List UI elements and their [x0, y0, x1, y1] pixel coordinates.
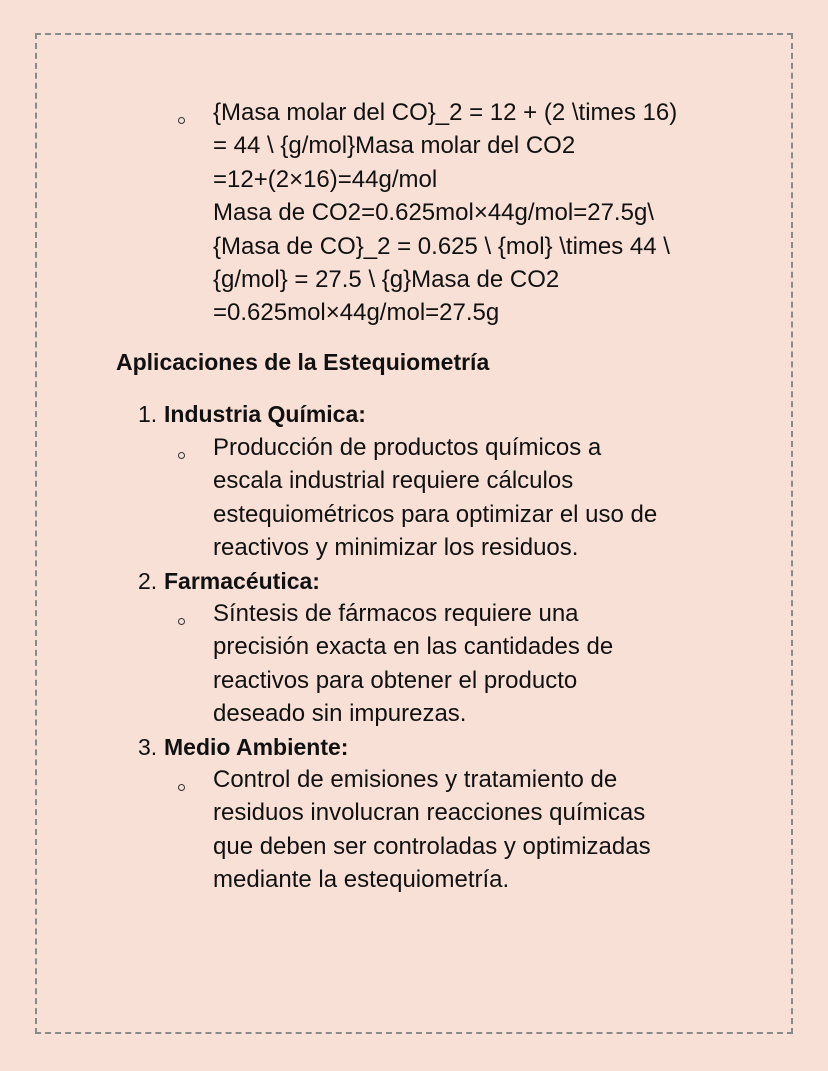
item-number: 1. [138, 401, 158, 427]
item-detail-line: escala industrial requiere cálculos [213, 467, 574, 495]
item-number: 2. [138, 568, 158, 594]
formula-line: {Masa de CO}_2 = 0.625 \ {mol} \times 44 \ [213, 232, 670, 260]
item-title: Industria Química: [164, 401, 366, 427]
item-detail-line: residuos involucran reacciones químicas [213, 799, 646, 827]
section-heading: Aplicaciones de la Estequiometría [116, 349, 490, 375]
bullet-circle-icon [178, 611, 188, 631]
item-detail-line: Síntesis de fármacos requiere una [213, 600, 579, 627]
bullet-circle-icon [178, 110, 188, 130]
item-detail-line: estequiométricos para optimizar el uso de [213, 500, 658, 528]
list-item [178, 597, 698, 731]
bullet-circle-icon [178, 777, 188, 797]
formula-line: = 44 \ {g/mol}Masa molar del CO2 [213, 132, 576, 160]
formula-text [213, 96, 698, 330]
item-detail-line: reactivos y minimizar los residuos. [213, 534, 579, 562]
item-title: Medio Ambiente: [164, 734, 349, 760]
item-detail-line: reactivos para obtener el producto [213, 666, 578, 694]
list-item [178, 431, 698, 565]
formula-line: Masa de CO2=0.625mol×44g/mol=27.5g\ [213, 199, 654, 227]
formula-line: =12+(2×16)=44g/mol [213, 165, 438, 193]
item-number: 3. [138, 734, 158, 760]
formula-line: =0.625mol×44g/mol=27.5g [213, 299, 500, 327]
formula-bullet [178, 96, 698, 330]
item-detail-line: deseado sin impurezas. [213, 700, 467, 728]
item-detail-line: Producción de productos químicos a [213, 434, 602, 461]
formula-line: {Masa molar del CO}_2 = 12 + (2 \times 16) [213, 99, 678, 126]
item-title: Farmacéutica: [164, 568, 320, 594]
item-detail-line: Control de emisiones y tratamiento de [213, 766, 618, 793]
item-detail-line: que deben ser controladas y optimizadas [213, 832, 651, 860]
item-detail-line: mediante la estequiometría. [213, 866, 510, 894]
list-item [178, 763, 698, 897]
item-detail-line: precisión exacta en las cantidades de [213, 633, 614, 661]
list-item-number [138, 397, 366, 431]
list-item-number [138, 730, 348, 764]
list-item-number [138, 564, 320, 598]
bullet-circle-icon [178, 445, 188, 465]
formula-line: {g/mol} = 27.5 \ {g}Masa de CO2 [213, 266, 560, 294]
